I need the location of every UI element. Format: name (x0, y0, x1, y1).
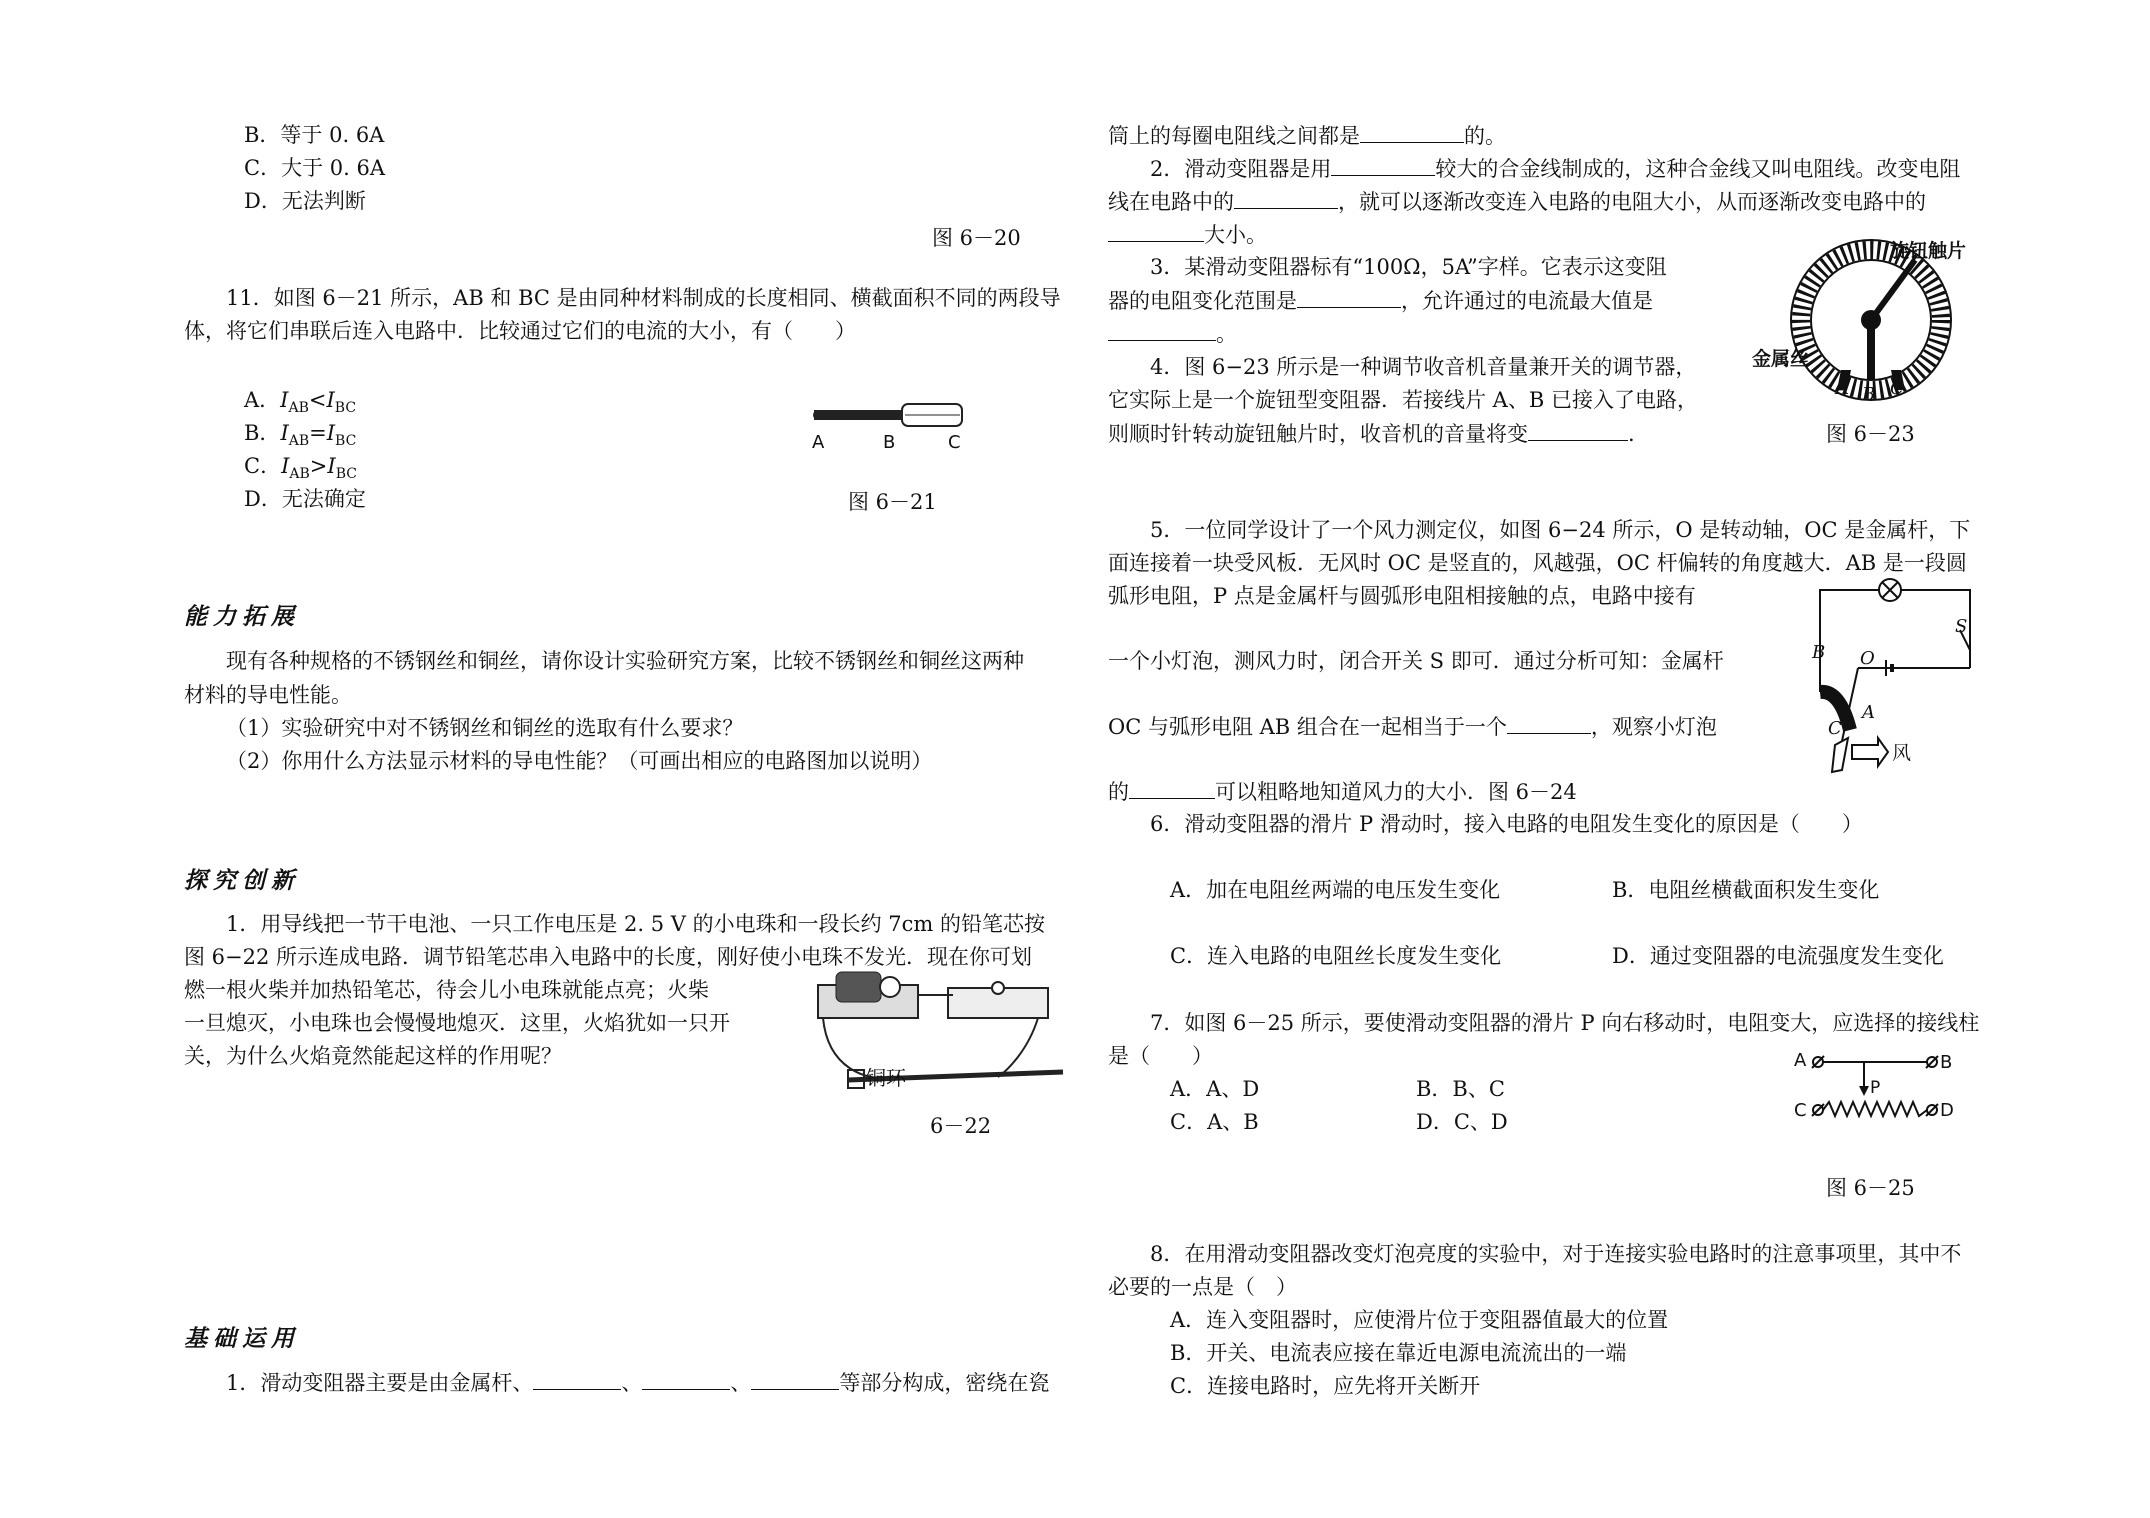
q5-line1: 5．一位同学设计了一个风力测定仪，如图 6−24 所示，O 是转动轴，OC 是金属杆，下 (1150, 518, 1971, 542)
ability-line2: 材料的导电性能。 (184, 683, 352, 707)
ability-question1: （1）实验研究中对不锈钢丝和铜丝的选取有什么要求？ (226, 716, 744, 740)
ability-question2: （2）你用什么方法显示材料的导电性能？（可画出相应的电路图加以说明） (226, 749, 933, 773)
fig-6-20-caption: 图 6－20 (932, 226, 1021, 250)
q10-option-d: D．无法判断 (244, 189, 366, 213)
q2-line1: 2．滑动变阻器是用 较大的合金线制成的，这种合金线又叫电阻线。改变电阻 (1150, 153, 1960, 184)
q5-line4: 一个小灯泡，测风力时，闭合开关 S 即可．通过分析可知：金属杆 (1108, 649, 1724, 673)
fig-6-23-label-wire: 金属丝 (1752, 348, 1810, 370)
q7-option-b: B．B、C (1416, 1077, 1505, 1101)
fig-6-25-caption: 图 6－25 (1826, 1176, 1915, 1200)
q5-line5: OC 与弧形电阻 AB 组合在一起相当于一个 ，观察小灯泡 (1108, 711, 1717, 742)
q5-line2: 面连接着一块受风板．无风时 OC 是竖直的，风越强，OC 杆偏转的角度越大．AB 是一段圆 (1108, 551, 1967, 575)
section-heading-basic: 基础运用 (184, 1325, 300, 1352)
section-heading-explore: 探究创新 (184, 867, 300, 894)
fig-6-22-label-ring: 铜环 (866, 1066, 906, 1090)
q6-option-c: C．连入电路的电阻丝长度发生变化 (1170, 944, 1502, 968)
fig-6-22-caption: 6－22 (930, 1114, 992, 1138)
fig-6-21-label-b: B (883, 432, 896, 453)
fig-6-21-label-a: A (812, 432, 825, 453)
q5-line3: 弧形电阻，P 点是金属杆与圆弧形电阻相接触的点，电路中接有 (1108, 584, 1696, 608)
q4-line3: 则顺时针转动旋钮触片时，收音机的音量将变 . (1108, 418, 1635, 449)
q11-option-c: C．$I_{AB}>I_{BC}$ (244, 454, 357, 483)
basic-q1: 1．滑动变阻器主要是由金属杆、 、 、 等部分构成，密绕在瓷 (226, 1367, 1049, 1398)
fig-6-25-label-d: D (1940, 1100, 1954, 1121)
fig-6-23-label-a: A (1836, 378, 1849, 399)
q8-option-b: B．开关、电流表应接在靠近电源电流流出的一端 (1170, 1341, 1627, 1365)
q6-option-a: A．加在电阻丝两端的电压发生变化 (1170, 878, 1501, 902)
q10-option-b: B．等于 0. 6A (244, 123, 385, 147)
q11-line2: 体，将它们串联后连入电路中．比较通过它们的电流的大小，有（ ） (184, 319, 856, 343)
fig-6-23-label-c: C (1890, 378, 1904, 399)
q10-option-c: C．大于 0. 6A (244, 156, 385, 180)
q7-line1: 7．如图 6－25 所示，要使滑动变阻器的滑片 P 向右移动时，电阻变大，应选择的接线柱 (1150, 1011, 1980, 1035)
q7-line2: 是（ ） (1108, 1044, 1213, 1068)
q11-line1: 11．如图 6－21 所示，AB 和 BC 是由同种材料制成的长度相同、横截面积不同的两段导 (226, 286, 1061, 310)
q7-option-d: D．C、D (1416, 1110, 1508, 1134)
fig-6-23-caption: 图 6－23 (1826, 422, 1915, 446)
explore-line3: 燃一根火柴并加热铅笔芯，待会儿小电珠就能点亮；火柴 (184, 978, 709, 1002)
q3-line2: 器的电阻变化范围是 ，允许通过的电流最大值是 (1108, 285, 1653, 316)
fig-6-21-caption: 图 6－21 (848, 490, 937, 514)
explore-line1: 1．用导线把一节干电池、一只工作电压是 2. 5 V 的小电珠和一段长约 7cm 的铅笔芯按 (226, 912, 1046, 936)
q4-line1: 4．图 6−23 所示是一种调节收音机音量兼开关的调节器， (1150, 355, 1697, 379)
q11-option-b: B．$I_{AB}=I_{BC}$ (244, 421, 357, 450)
q3-line3: 。 (1108, 318, 1237, 349)
fig-6-23-label-b: B (1862, 384, 1876, 405)
q4-line2: 它实际上是一个旋钮型变阻器．若接线片 A、B 已接入了电路， (1108, 388, 1698, 412)
q1-continuation: 筒上的每圈电阻线之间都是 的。 (1108, 120, 1506, 151)
q8-line2: 必要的一点是（ ） (1108, 1275, 1297, 1299)
explore-line2: 图 6−22 所示连成电路．调节铅笔芯串入电路中的长度，刚好使小电珠不发光．现在你可划 (184, 945, 1033, 969)
explore-line4: 一旦熄灭，小电珠也会慢慢地熄灭．这里，火焰犹如一只开 (184, 1011, 730, 1035)
q7-option-c: C．A、B (1170, 1110, 1259, 1134)
q11-option-d: D．无法确定 (244, 487, 366, 511)
q8-option-c: C．连接电路时，应先将开关断开 (1170, 1374, 1481, 1398)
fig-6-24-label-s: S (1955, 616, 1968, 637)
q5-line6: 的 可以粗略地知道风力的大小．图 6－24 (1108, 776, 1577, 807)
ability-line1: 现有各种规格的不锈钢丝和铜丝，请你设计实验研究方案，比较不锈钢丝和铜丝这两种 (226, 649, 1024, 673)
fig-6-21-label-c: C (948, 432, 961, 453)
q2-line2: 线在电路中的 ，就可以逐渐改变连入电路的电阻大小，从而逐渐改变电路中的 (1108, 186, 1926, 217)
q3-line1: 3．某滑动变阻器标有“100Ω，5A”字样。它表示这变阻 (1150, 255, 1667, 279)
q7-option-a: A．A、D (1170, 1077, 1260, 1101)
q2-line3: 大小。 (1108, 219, 1267, 250)
q8-option-a: A．连入变阻器时，应使滑片位于变阻器值最大的位置 (1170, 1308, 1669, 1332)
section-heading-ability: 能力拓展 (184, 603, 300, 630)
fig-6-25-label-c: C (1794, 1100, 1807, 1121)
fig-6-24-label-b: B (1812, 642, 1826, 663)
fig-6-24-label-a: A (1862, 702, 1875, 723)
fig-6-22-circuit (808, 960, 1068, 1110)
fig-6-24-label-o: O (1860, 648, 1875, 669)
q6-stem: 6．滑动变阻器的滑片 P 滑动时，接入电路的电阻发生变化的原因是（ ） (1150, 812, 1863, 836)
explore-line5: 关，为什么火焰竟然能起这样的作用呢？ (184, 1044, 562, 1068)
q6-option-b: B．电阻丝横截面积发生变化 (1612, 878, 1880, 902)
q6-option-d: D．通过变阻器的电流强度发生变化 (1612, 944, 1944, 968)
fig-6-25-label-a: A (1794, 1050, 1807, 1071)
fig-6-23-label-knob: 旋钮触片 (1890, 240, 1967, 262)
q11-option-a: A．$I_{AB}<I_{BC}$ (244, 388, 357, 417)
q8-line1: 8．在用滑动变阻器改变灯泡亮度的实验中，对于连接实验电路时的注意事项里，其中不 (1150, 1242, 1962, 1266)
fig-6-25-label-b: B (1940, 1052, 1953, 1073)
fig-6-25-label-p: P (1870, 1078, 1881, 1098)
fig-6-24-label-wind: 风 (1892, 742, 1912, 764)
fig-6-24-label-c: C (1828, 718, 1842, 739)
